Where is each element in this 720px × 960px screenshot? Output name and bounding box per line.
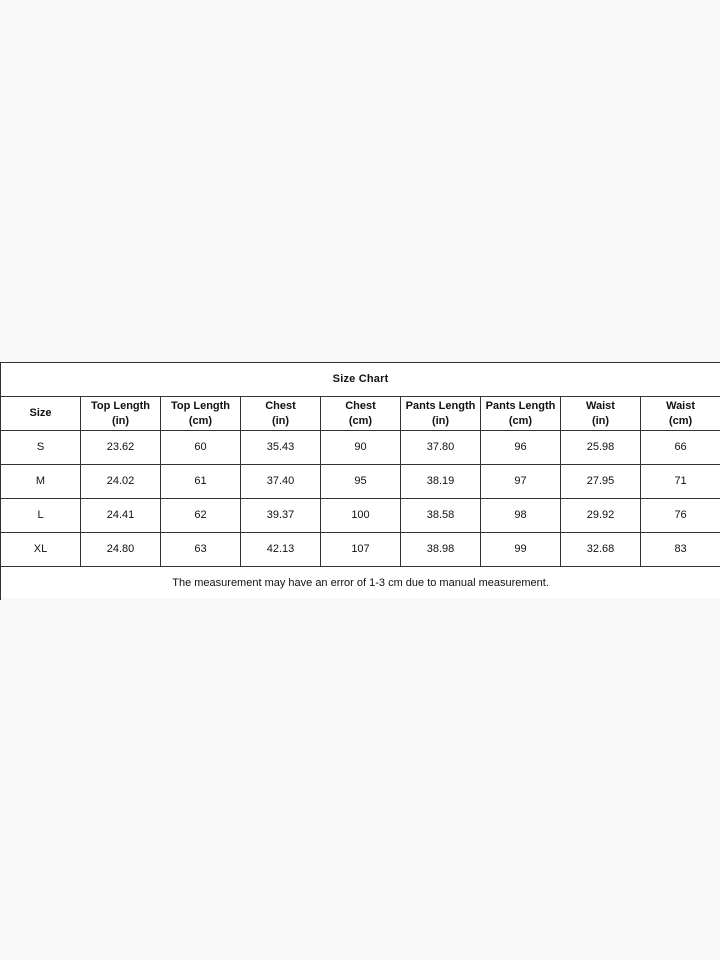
table-cell: 38.58 <box>401 499 481 533</box>
size-cell: XL <box>1 533 81 567</box>
table-row <box>1 465 720 499</box>
column-header: Pants Length (in) <box>401 397 481 431</box>
column-header: Top Length (cm) <box>161 397 241 431</box>
table-cell: 37.40 <box>241 465 321 499</box>
table-cell: 61 <box>161 465 241 499</box>
table-cell: 90 <box>321 431 401 465</box>
table-cell: 37.80 <box>401 431 481 465</box>
table-cell: 25.98 <box>561 431 641 465</box>
column-header: Pants Length (cm) <box>481 397 561 431</box>
table-cell: 62 <box>161 499 241 533</box>
column-header: Chest (in) <box>241 397 321 431</box>
column-header: Waist (in) <box>561 397 641 431</box>
table-cell: 98 <box>481 499 561 533</box>
header-row <box>1 397 720 431</box>
table-cell: 27.95 <box>561 465 641 499</box>
size-cell: S <box>1 431 81 465</box>
table-cell: 38.98 <box>401 533 481 567</box>
table-cell: 23.62 <box>81 431 161 465</box>
column-header: Chest (cm) <box>321 397 401 431</box>
chart-title: Size Chart <box>1 363 720 397</box>
measurement-note: The measurement may have an error of 1-3 cm due to manual measurement. <box>1 567 720 601</box>
column-header: Waist (cm) <box>641 397 720 431</box>
table-cell: 76 <box>641 499 720 533</box>
table-cell: 83 <box>641 533 720 567</box>
table-cell: 39.37 <box>241 499 321 533</box>
table-cell: 66 <box>641 431 720 465</box>
size-cell: M <box>1 465 81 499</box>
size-chart <box>0 362 720 598</box>
table-cell: 24.02 <box>81 465 161 499</box>
size-cell: L <box>1 499 81 533</box>
table-cell: 71 <box>641 465 720 499</box>
table-cell: 32.68 <box>561 533 641 567</box>
table-cell: 95 <box>321 465 401 499</box>
table-row <box>1 499 720 533</box>
table-row <box>1 431 720 465</box>
table-cell: 63 <box>161 533 241 567</box>
table-cell: 96 <box>481 431 561 465</box>
table-cell: 35.43 <box>241 431 321 465</box>
column-header: Top Length (in) <box>81 397 161 431</box>
table-cell: 24.80 <box>81 533 161 567</box>
size-table <box>0 363 720 600</box>
table-cell: 38.19 <box>401 465 481 499</box>
table-cell: 99 <box>481 533 561 567</box>
table-cell: 42.13 <box>241 533 321 567</box>
table-cell: 107 <box>321 533 401 567</box>
table-cell: 97 <box>481 465 561 499</box>
column-header-size: Size <box>1 397 81 431</box>
table-cell: 60 <box>161 431 241 465</box>
table-cell: 24.41 <box>81 499 161 533</box>
table-row <box>1 533 720 567</box>
table-cell: 29.92 <box>561 499 641 533</box>
table-cell: 100 <box>321 499 401 533</box>
